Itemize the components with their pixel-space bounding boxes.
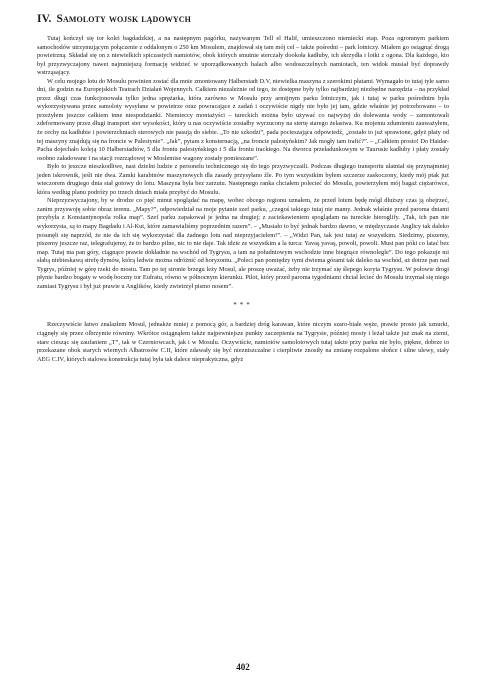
body-text: [37, 35, 449, 291]
page-number: 402: [236, 662, 250, 672]
section-separator: ***: [233, 301, 253, 310]
paragraph-5: Rzeczywiście łatwo znalazłem Mosul, jednakże mniej z pomocą gór, a bardziej dróg karawan, które niczym szaro-białe węże, prawie prosto jak sznurki, ciągnęły się przez olbrzymie równiny. Wkrótce osiągnąłem także najpewniejsze punkty zaczepienia na Tygrysie, później mosty i leżał także już znak na ziemi, stare ciesząc się zaufaniem „T”, tak w Czerniowcach, jak i w Mosulu. Oczywiście, namiotów samolotowych tutaj także przy parku nie było, piękne, dobrze to przekazane obok starych wiernych Albatrosów C.II, które zdawały się być niezniszczalne i cierpliwie znosiły na zmianę rozpalone słońce i silne ulewy, stały AEG C.IV, których stalowa konstrukcja tutaj była tak dalece nieprakytczna, gdyż: [37, 321, 449, 363]
chapter-number: IV.: [37, 13, 52, 25]
paragraph-3: Było to jeszcze nieszkodliwe, nasi dzielni ludzie z personelu technicznego się do tego przyzwyczaili. Podczas długiego transportu ulatniał się przynajmniej jeden iskrownik, jeśli nie dwa. Zamki karabinów maszynowych dla zasady przysyłano źle. Po tym wszystkim byłem szczerze zaskoczony, kiedy mój ptak już wieczorem drugiego dnia stał gotowy do lotu. Maszyna była bez zarzutu. Następnego ranka chciałem polecieć do Mosulu, powierzyłem mój bagaż ciężarówce, która według planu podróży po trzech dniach miała przybyć do Mosulu.: [37, 163, 449, 196]
paragraph-2: W celu mojego lotu do Mosulu powinien zostać dla mnie zmontowany Halberstadt D.V, niewielka maszyna z szerokimi płatami. Wymagało to tutaj tyle samo dni, ile godzin na Europejskich Teatrach Działań Wojennych. Całkiem niezależnie od tego, że dostępne były tylko najbardziej niezbędne narzędzia – na przykład przez długi czas funkcjonowała tylko jedna sprężarka, która zarówno w Mosulu przy armijnym parku lotniczym, jak i tutaj w parku pośrednim była wykorzystywana przez samoloty wysyłane w powietrze oraz powracające z zadań i oczywiście nigdy nie było jej tam, gdzie właśnie jej potrzebowano – to przeżyłem jeszcze całkiem inne niespodzianki. Niemieccy montażyści – tureckich można było używać co najwyżej do dolewania wody – zamontowali zdeformowany przez długi transport ster wysokości, który u nas oczywiście zostałby wyrzucony na stertę starego żelastwa. Ku mojemu zdumieniu zauważyłem, że cechy na kadłubie i powierzchniach sterowych nie pasują do siebie. „To nie szkodzi”, pada pocieszająca odpowiedź, „zostało to już sprawione, gdyż płaty od tej maszyny znajdują się na froncie w Palestynie”. „Jak”, pytam z konsternacją, „na froncie palestyńskim? Jak mogły tam trafić?”. – „Całkiem prosto! Do Haidar-Pacha dojechało koleją 10 Halberstadtów, 5 dla frontu palestyńskiego i 5 dla frontu irackiego. Na dworcu przeładunkowym w Taurusie kadłuby i płaty zostały osobno załadowane i na stacji rozrządowej w Moslemise wagony zostały pomieszane”.: [37, 77, 449, 162]
paragraph-4: Nieprzyzwyczajony, by w drodze co pięć minut spoglądać na mapę, wobec obcego regionu uznałem, że przed lotem będę mógł dłuższy czas ją obejrzeć, zanim przyswoję sobie obraz terenu. „Mapy?”, odpowiedział na moje pytanie szef parku, „czegoś takiego tutaj nie mamy. Jednak właśnie przed paroma dniami przybyła z Konstantynopola rolka map”. Szef parku zapakował je jedna na drugiej; z zaciekawieniem spoglądam na tureckie hieroglify. „Tak, ich pan nie wykorzysta, są to mapy Bagdadu i Al-Kut, które zamawialiśmy poprzednim razem”. – „Musiało to być jednak bardzo dawno, w międzyczasie Anglicy tak daleko posunęli się naprzód, że nie da ich się wykorzystać dla żadnego lotu nad nieprzyjacielem!”. – „Widzi Pan, tak jest tutaj ze wszystkim. Siedzimy, piszemy, piszemy jeszcze raz, telegrafujemy, że to bardzo pilne, nic to nie daje. Tak idzie ze wszystkim a la turca: Yavaş yavaş, powoli, powoli. Musi pan póki co latać bez map. Tutaj ma pan góry, ciągnące prawie dokładnie na wschód od Tygrysu, a tam na południowym wschodzie inne biegnące równolegle”. Do tego pokazuje mi słabą niebieskawą strefę dymów, którą ledwie można odróżnić od horyzontu. „Poleci pan pomiędzy tymi dwiema górami tak daleko na wschód, aż dotrze pan nad Tygrys, później w górę rzeki do mostu. Tam po tej stronie brzegu leży Mosul, ale proszę uważać, żeby nie trzymać się ślepego koryta Tygrysu. W połowie drogi płynie bardzo bogaty w wodę boczny tor Eufratu, równo w północnym kierunku. Pilot, który przed paroma tygodniami chciał lecieć do Mosulu trzymał się niego zamiast Tygrysu i był już prawie u Anglików, kiedy zwietrzył pismo nosem”.: [37, 197, 449, 290]
paragraph-1: Tutaj kończył się tor kolei bagdadzkiej, a na następnym pagórku, nazywanym Tell el Halif, umieszczono niemiecki etap. Poza ogromnym parkiem samochodów utrzymującym połączenie z oddalonym o 250 km Mosulem, znajdował się tam mój cel – także pośredni – park lotniczy. Miałem go osiągnąć drogą powietrzną. Składał się on z niewielkich spiczastych namiotów, obok których smutnie sterczały dookoła kadłuby, ich skrzydła i lotki z ogona. Dla każdego, kto był przyzwyczajony nawet najmniejszą formację widzieć w uporządkowanych halach albo wodoszczelnych namiotach, ten widok musiał być doprawdy wstrząsający.: [37, 35, 449, 77]
chapter-title: Samoloty wojsk lądowych: [56, 13, 191, 25]
chapter-heading: [37, 12, 449, 26]
book-page: [37, 12, 449, 672]
